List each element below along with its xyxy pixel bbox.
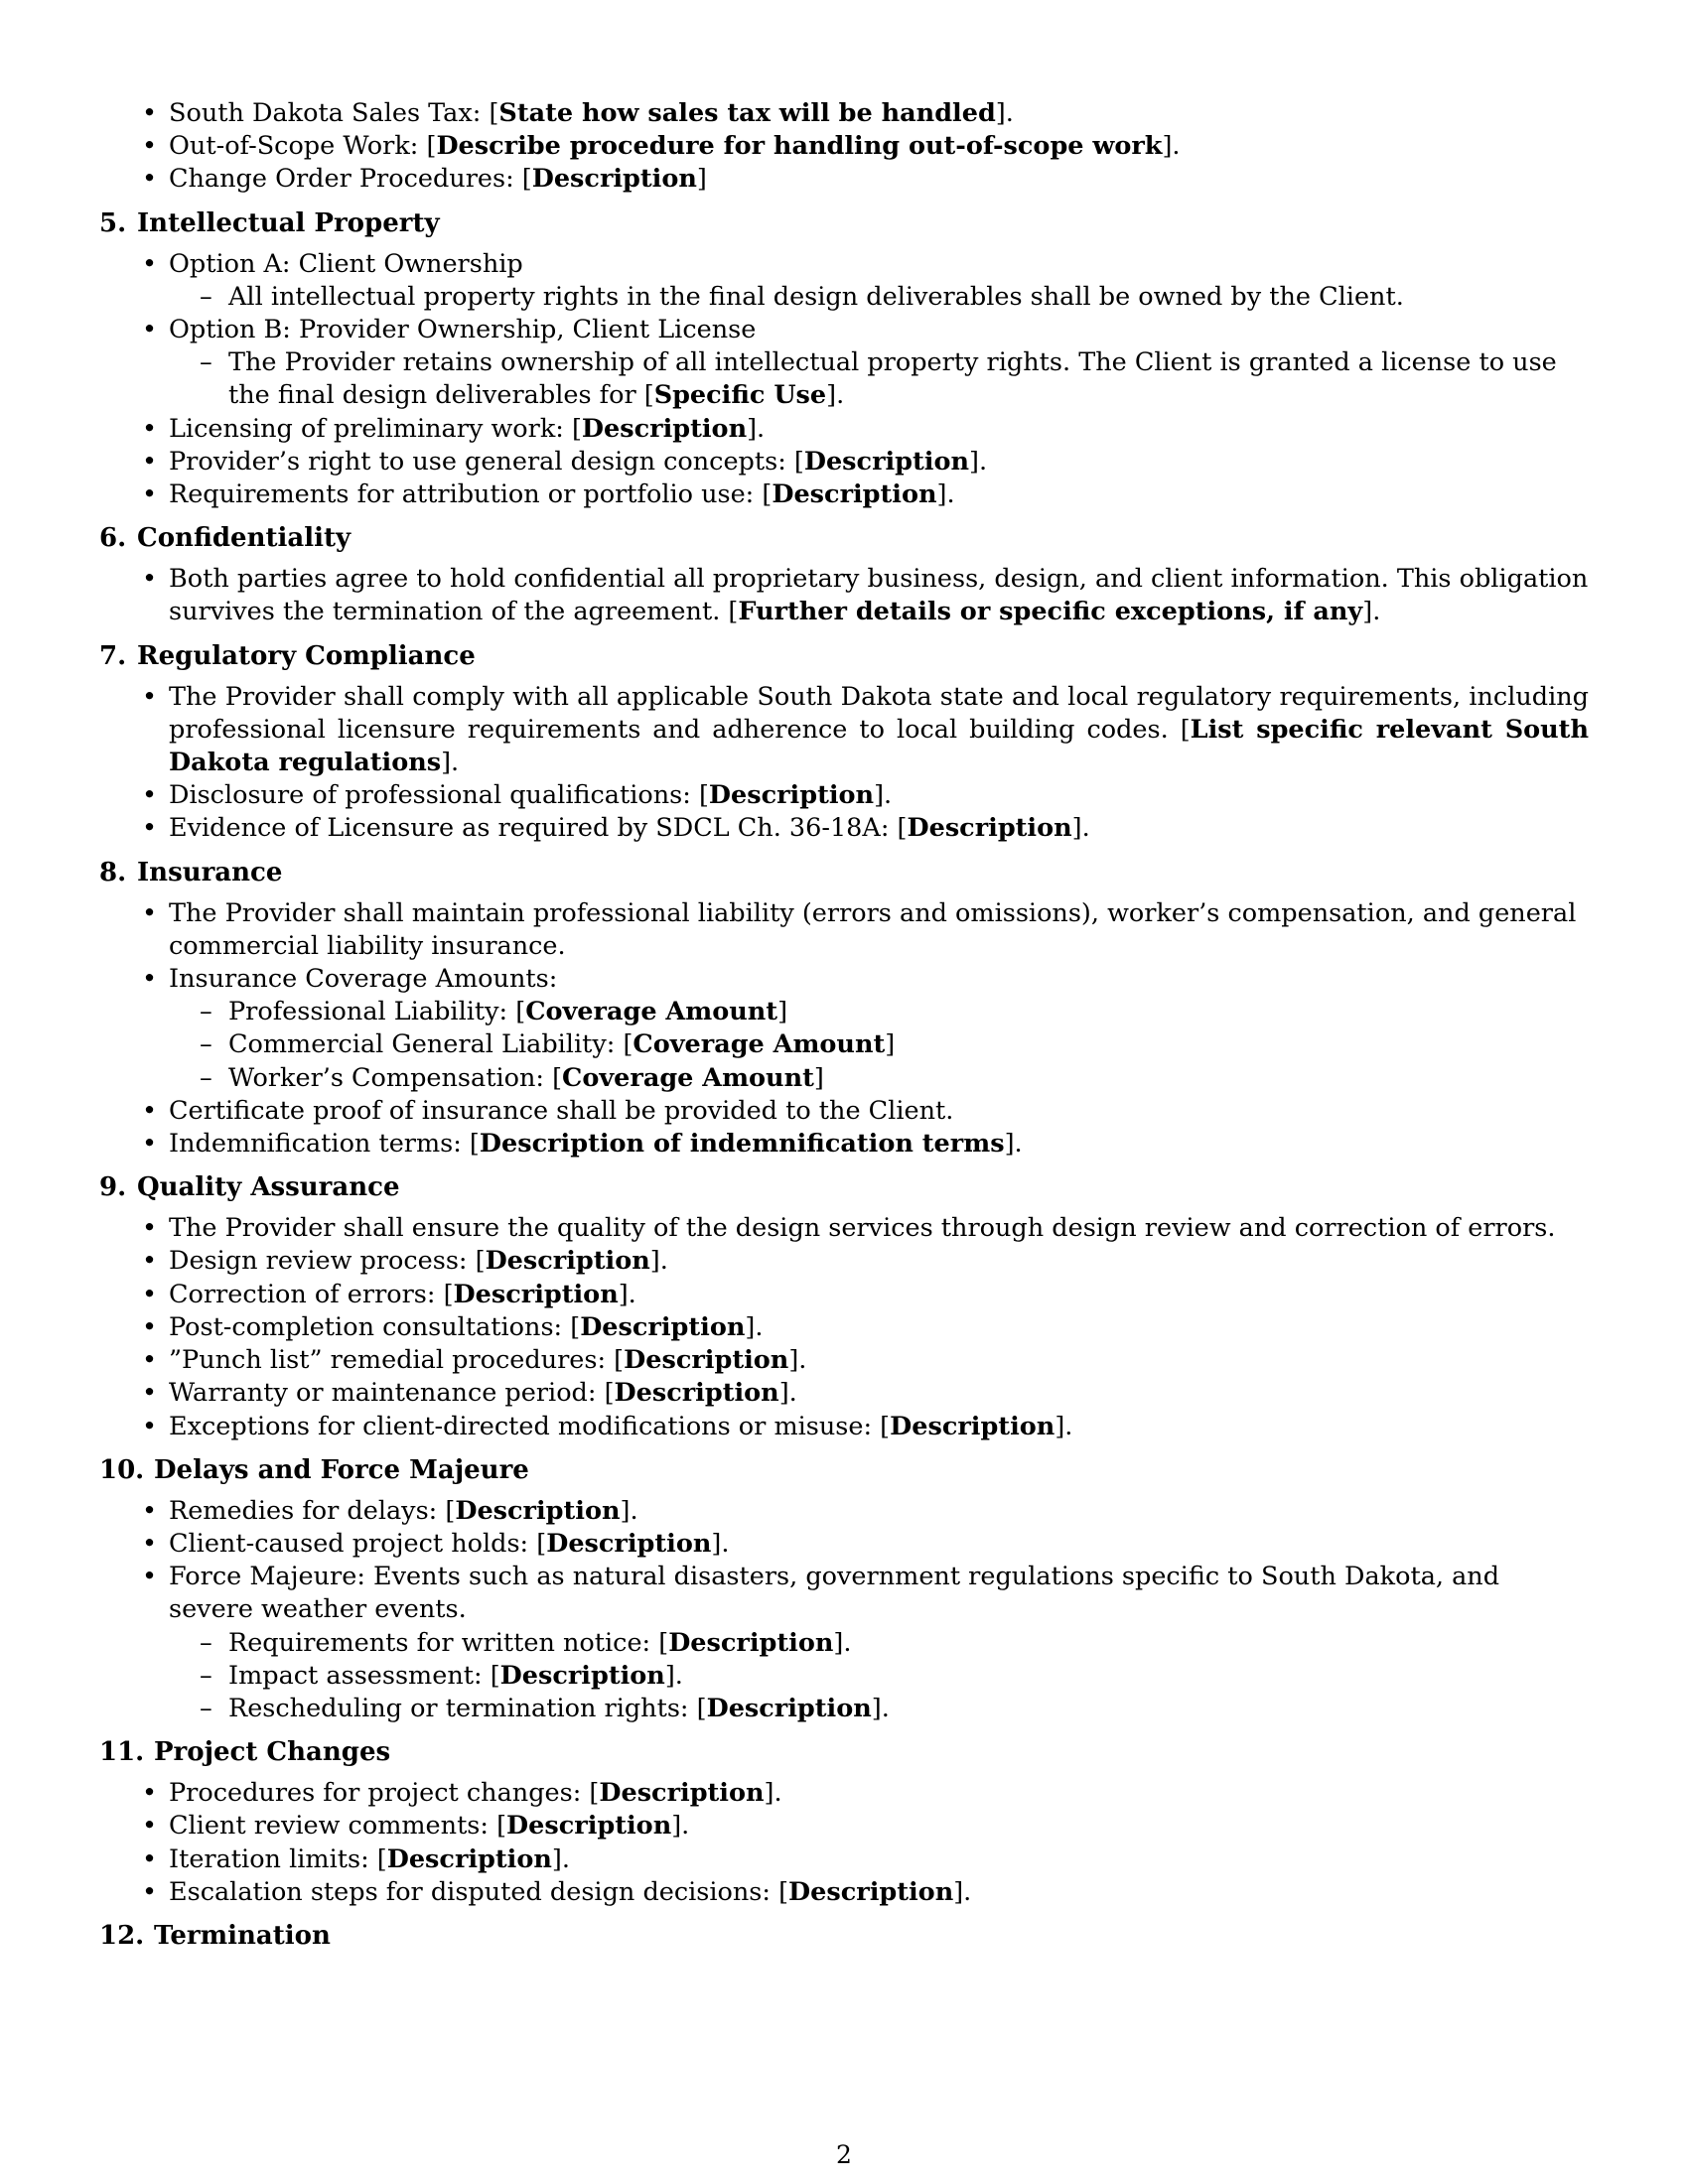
- section-project-changes: [99, 1735, 1589, 1909]
- sub-list-item: – Rescheduling or termination rights: [Description].: [169, 1693, 1589, 1725]
- continued-list: [99, 97, 1589, 197]
- list-item: • Exceptions for client-directed modifications or misuse: [Description].: [99, 1411, 1589, 1443]
- list-item: • The Provider shall ensure the quality of the design services through design review and correction of errors.: [99, 1212, 1589, 1245]
- section-confidentiality: [99, 521, 1589, 628]
- sub-list-item: – Requirements for written notice: [Description].: [169, 1627, 1589, 1660]
- section-heading: 12. Termination: [99, 1920, 331, 1951]
- section-heading: 11. Project Changes: [99, 1737, 391, 1768]
- list-item: • Change Order Procedures: [Description]: [99, 163, 1589, 196]
- list-item: • The Provider shall comply with all applicable South Dakota state and local regulatory requirements, including professional licensure requirements and adherence to local building codes. [List specific relevant South Dakota regulations].: [99, 681, 1589, 780]
- sub-list-item: – All intellectual property rights in the final design deliverables shall be owned by the Client.: [169, 281, 1589, 314]
- sub-list-item: – The Provider retains ownership of all intellectual property rights. The Client is granted a license to use the final design deliverables for [Specific Use].: [169, 346, 1589, 412]
- list-item: • Iteration limits: [Description].: [99, 1843, 1589, 1876]
- list-item: • Post-completion consultations: [Description].: [99, 1311, 1589, 1344]
- section-regulatory-compliance: [99, 639, 1589, 846]
- list-item: • Provider’s right to use general design concepts: [Description].: [99, 446, 1589, 478]
- section-insurance: [99, 856, 1589, 1161]
- section-intellectual-property: [99, 206, 1589, 512]
- list-item: • Warranty or maintenance period: [Description].: [99, 1377, 1589, 1410]
- list-item: • Procedures for project changes: [Description].: [99, 1777, 1589, 1810]
- sub-list-item: – Commercial General Liability: [Coverage Amount]: [169, 1028, 1589, 1061]
- list-item: • Correction of errors: [Description].: [99, 1279, 1589, 1311]
- sub-list-item: – Professional Liability: [Coverage Amount]: [169, 996, 1589, 1028]
- section-heading: 7. Regulatory Compliance: [99, 640, 476, 671]
- page-number: 2: [836, 2140, 852, 2169]
- list-item: • Client-caused project holds: [Description].: [99, 1528, 1589, 1561]
- section-heading: 8. Insurance: [99, 857, 283, 887]
- section-heading: 10. Delays and Force Majeure: [99, 1454, 529, 1485]
- list-item: • Option B: Provider Ownership, Client License – The Provider retains ownership of all intellectual property rights. The Client is granted a license to use the final design deliverables for [Specific Use].: [99, 314, 1589, 413]
- section-heading: 5. Intellectual Property: [99, 207, 440, 238]
- list-item: • Option A: Client Ownership – All intellectual property rights in the final design deliverables shall be owned by the Client.: [99, 248, 1589, 314]
- section-heading: 6. Confidentiality: [99, 523, 352, 554]
- section-quality-assurance: [99, 1170, 1589, 1442]
- list-item: • Indemnification terms: [Description of indemnification terms].: [99, 1128, 1589, 1160]
- list-item: • Certificate proof of insurance shall be provided to the Client.: [99, 1095, 1589, 1128]
- list-item: • Evidence of Licensure as required by SDCL Ch. 36-18A: [Description].: [99, 812, 1589, 845]
- list-item: • Disclosure of professional qualifications: [Description].: [99, 779, 1589, 812]
- list-item: • Force Majeure: Events such as natural disasters, government regulations specific to South Dakota, and severe weather events. – Requirements for written notice: [Description]. – Impact assessment: [Description]. – Rescheduling or termination rights: [Description].: [99, 1561, 1589, 1725]
- section-termination: [99, 1919, 1589, 1953]
- list-item: • Requirements for attribution or portfolio use: [Description].: [99, 478, 1589, 511]
- list-item: • ”Punch list” remedial procedures: [Description].: [99, 1344, 1589, 1377]
- list-item: • Design review process: [Description].: [99, 1245, 1589, 1278]
- page-content: [99, 97, 1589, 1961]
- list-item: • Insurance Coverage Amounts: – Professional Liability: [Coverage Amount] – Commercial General Liability: [Coverage Amount] – Worker’s Compensation: [Coverage Amount]: [99, 963, 1589, 1095]
- list-item: • Both parties agree to hold confidential all proprietary business, design, and client information. This obligation survives the termination of the agreement. [Further details or specific exceptions, if any].: [99, 563, 1589, 628]
- sub-list-item: – Impact assessment: [Description].: [169, 1660, 1589, 1693]
- list-item: • Escalation steps for disputed design decisions: [Description].: [99, 1876, 1589, 1909]
- list-item: • Client review comments: [Description].: [99, 1810, 1589, 1843]
- list-item: • Remedies for delays: [Description].: [99, 1495, 1589, 1528]
- section-heading: 9. Quality Assurance: [99, 1172, 400, 1203]
- section-delays-force-majeure: [99, 1453, 1589, 1725]
- list-item: • South Dakota Sales Tax: [State how sales tax will be handled].: [99, 97, 1589, 130]
- list-item: • Licensing of preliminary work: [Description].: [99, 413, 1589, 446]
- list-item: • Out-of-Scope Work: [Describe procedure for handling out-of-scope work].: [99, 130, 1589, 163]
- list-item: • The Provider shall maintain professional liability (errors and omissions), worker’s compensation, and general commercial liability insurance.: [99, 897, 1589, 963]
- sub-list-item: – Worker’s Compensation: [Coverage Amount]: [169, 1062, 1589, 1095]
